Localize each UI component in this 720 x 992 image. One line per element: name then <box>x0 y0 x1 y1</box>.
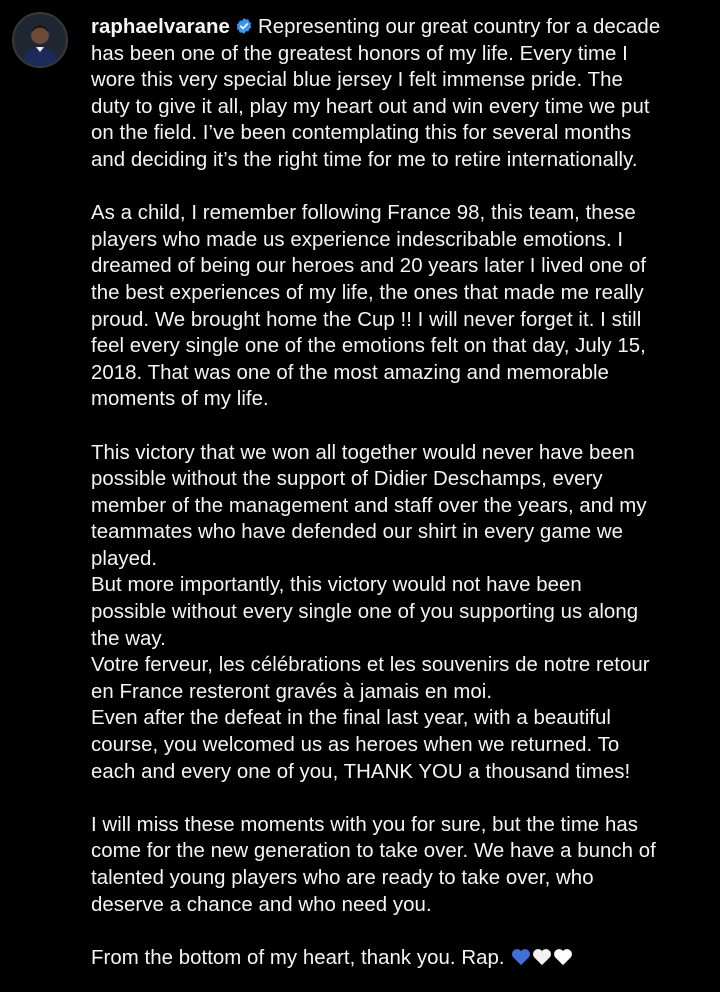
caption-line: played. <box>91 547 158 570</box>
emoji-hearts <box>511 947 574 974</box>
caption-line: I will miss these moments with you for sure, but the time has <box>91 813 639 836</box>
caption-blank-line <box>91 413 703 440</box>
caption-line: players who made us experience indescribable emotions. I <box>91 228 624 251</box>
caption-line: wore this very special blue jersey I felt immense pride. The <box>91 69 623 92</box>
caption-line: each and every one of you, THANK YOU a thousand times! <box>91 760 631 783</box>
caption-line: duty to give it all, play my heart out and win every time we put <box>91 95 650 118</box>
caption-line: This victory that we won all together would never have been <box>91 441 635 464</box>
caption-line: en France resteront gravés à jamais en moi. <box>91 680 493 703</box>
caption-line: dreamed of being our heroes and 20 years later I lived one of <box>91 255 647 278</box>
caption-line: course, you welcomed us as heroes when we returned. To <box>91 734 620 757</box>
verified-badge-icon <box>235 17 253 35</box>
profile-photo-icon <box>14 14 66 66</box>
caption-blank-line <box>91 918 703 945</box>
caption-line: talented young players who are ready to take over, who <box>91 867 594 889</box>
caption-line-text: Representing our great country for a decade <box>257 16 661 38</box>
blue-heart-icon <box>511 948 531 966</box>
caption-line: possible without the support of Didier Deschamps, every <box>91 468 603 491</box>
caption-line: and deciding it’s the right time for me to retire internationally. <box>91 148 638 171</box>
avatar[interactable] <box>12 12 68 68</box>
caption-line: moments of my life. <box>91 388 269 411</box>
caption-line: As a child, I remember following France 98, this team, these <box>91 202 636 225</box>
caption-line <box>91 945 703 974</box>
caption-line: 2018. That was one of the most amazing and memorable <box>91 361 609 384</box>
caption-line: possible without every single one of you supporting us along <box>91 601 639 624</box>
caption-line: Votre ferveur, les célébrations et les souvenirs de notre retour <box>91 654 650 677</box>
caption-line <box>91 14 703 41</box>
caption-line: has been one of the greatest honors of my life. Every time I <box>91 42 628 65</box>
caption-line: the best experiences of my life, the ones that made me really <box>91 281 644 304</box>
caption-line: on the field. I’ve been contemplating this for several months <box>91 122 632 145</box>
caption-line: member of the management and staff over the years, and my <box>91 494 647 517</box>
white-heart-icon <box>553 948 573 966</box>
white-heart-icon <box>532 948 552 966</box>
post-caption <box>91 14 703 973</box>
caption-line: But more importantly, this victory would not have been <box>91 574 582 597</box>
caption-line: teammates who have defended our shirt in every game we <box>91 521 624 544</box>
caption-line: the way. <box>91 627 166 650</box>
caption-line: proud. We brought home the Cup !! I will never forget it. I still <box>91 308 642 331</box>
caption-line: deserve a chance and who need you. <box>91 893 432 916</box>
caption-line: come for the new generation to take over. We have a bunch of <box>91 840 656 863</box>
caption-blank-line <box>91 174 703 201</box>
caption-blank-line <box>91 785 703 812</box>
caption-line: Even after the defeat in the final last year, with a beautiful <box>91 707 611 730</box>
username-link[interactable]: raphaelvarane <box>91 16 230 38</box>
caption-line-text: From the bottom of my heart, thank you. Rap. <box>91 946 505 969</box>
caption-line: feel every single one of the emotions felt on that day, July 15, <box>91 335 646 358</box>
